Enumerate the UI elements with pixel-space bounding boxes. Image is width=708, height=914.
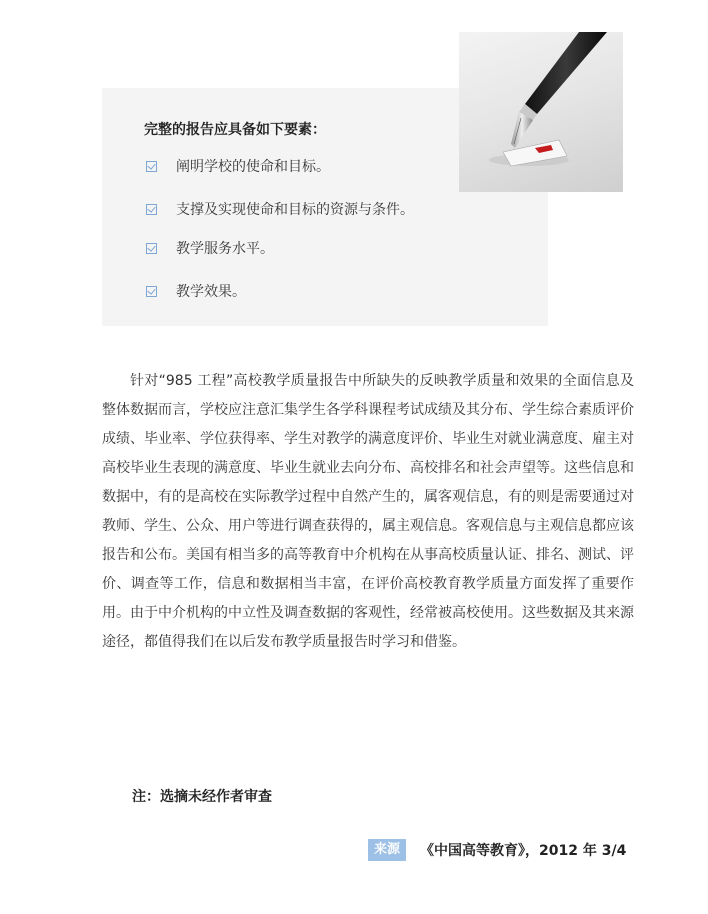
list-item [146,199,414,219]
source-line [368,839,626,861]
list-item-label: 阐明学校的使命和目标。 [176,159,330,175]
checkbox-checked-icon [146,243,157,254]
source-citation: 《中国高等教育》，2012 年 3/4 [420,843,627,859]
box-title: 完整的报告应具备如下要素： [144,122,326,138]
list-item-label: 教学效果。 [176,284,246,300]
list-item-label: 支撑及实现使命和目标的资源与条件。 [176,202,414,218]
checkbox-checked-icon [146,286,157,297]
list-item-label: 教学服务水平。 [176,241,274,257]
body-paragraph: 针对“985 工程”高校教学质量报告中所缺失的反映教学质量和效果的全面信息及整体数据而言，学校应注意汇集学生各学科课程考试成绩及其分布、学生综合素质评价成绩、毕业率、学位获得率、学生对教学的满意度评价、毕业生对就业满意度、雇主对高校毕业生表现的满意度、毕业生就业去向分布、高校排名和社会声望等。这些信息和数据中，有的是高校在实际教学过程中自然产生的，属客观信息，有的则是需要通过对教师、学生、公众、用户等进行调查获得的，属主观信息。客观信息与主观信息都应该报告和公布。美国有相当多的高等教育中介机构在从事高校质量认证、排名、测试、评价、调查等工作，信息和数据相当丰富，在评价高校教育教学质量方面发挥了重要作用。由于中介机构的中立性及调查数据的客观性，经常被高校使用。这些数据及其来源途径，都值得我们在以后发布教学质量报告时学习和借鉴。 [102,373,634,650]
list-item [146,281,246,301]
editor-note: 注：选摘未经作者审查 [132,789,272,805]
list-item [146,156,330,176]
fountain-pen-icon [459,32,623,192]
checkbox-checked-icon [146,204,157,215]
fountain-pen-photo [459,32,623,192]
checkbox-checked-icon [146,161,157,172]
source-badge: 来源 [368,839,406,861]
list-item [146,238,274,258]
